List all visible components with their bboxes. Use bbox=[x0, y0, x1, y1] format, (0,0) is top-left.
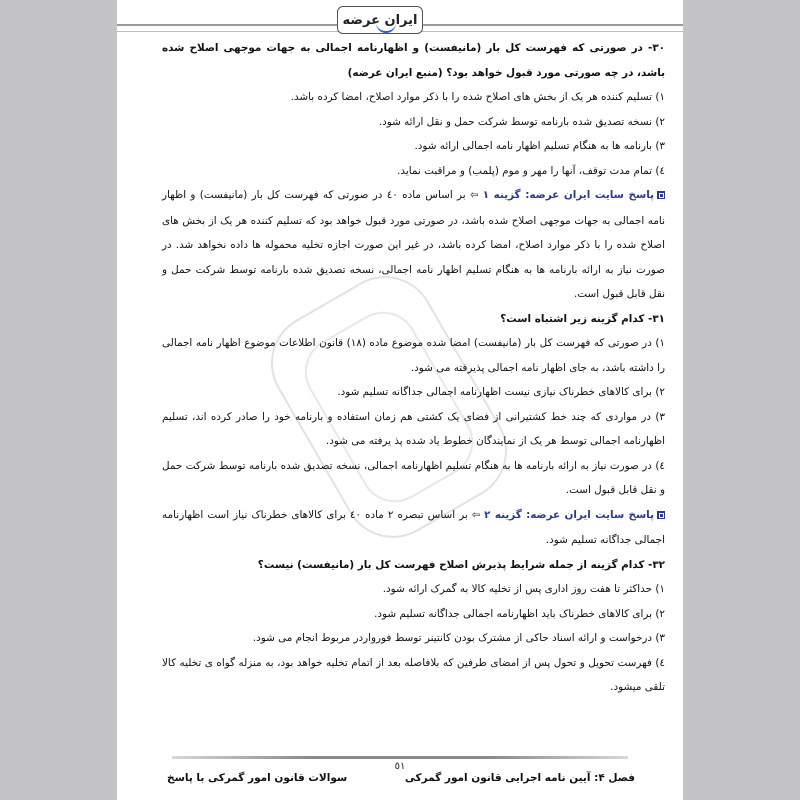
document-page bbox=[117, 0, 683, 800]
option: ۱) تسلیم کننده هر یک از بخش های اصلاح شده را با ذکر موارد اصلاح، امضا کرده باشد. bbox=[290, 91, 665, 103]
question-title: ۳۱- کدام گزینه زیر اشتباه است؟ bbox=[500, 312, 665, 325]
option: ۲) برای کالاهای خطرناک باید اظهارنامه اجمالی جداگانه تسلیم شود. bbox=[374, 607, 665, 620]
question-title: ۳۰- در صورتی که فهرست کل بار (مانیفست) و اظهارنامه اجمالی به جهات موجهی اصلاح شده باشد، در چه صورتی مورد قبول خواهد بود؟ (منبع ایران عرضه) bbox=[162, 42, 665, 79]
arrow-left-icon: ⇦ bbox=[469, 190, 479, 201]
arrow-left-icon: ⇦ bbox=[471, 509, 481, 521]
footer-chapter: فصل ۴: آیین نامه اجرایی قانون امور گمرکی bbox=[404, 772, 635, 784]
answer bbox=[162, 183, 665, 307]
answer-text: بر اساس ماده ٤٠ در صورتی که فهرست کل بار (مانیفست) و اظهار نامه اجمالی به جهات موجهی اصلاح شده باشد، در صورتی مورد قبول خواهد بود که تسلیم کننده هر یک از بخش های اصلاح شده را با ذکر موارد اصلاح، امضا کرده باشد، در غیر این صورت اجازه تخلیه محموله ها داده نخواهد شد. در صورت نیاز به ارائه بارنامه ها به هنگام تسلیم اظهار نامه اجمالی، نسخه تصدیق شده بارنامه توسط شرکت حمل و نقل قابل قبول است. bbox=[162, 189, 665, 300]
option: ٤) فهرست تحویل و تحول پس از امضای طرفین که بلافاصله بعد از اتمام تخلیه خواهد بود، به منزله گواه ی تخلیه کالا تلقی میشود. bbox=[162, 656, 665, 693]
option: ۳) بارنامه ها به هنگام تسلیم اظهار نامه اجمالی ارائه شود. bbox=[414, 140, 665, 152]
footer-rule bbox=[172, 756, 628, 759]
logo-text: ایران عرضه bbox=[342, 12, 418, 28]
option: ۳) در مواردی که چند خط کشتیرانی از فضای یک کشتی هم زمان استفاده و بارنامه خود را صادر کرده اند، تسلیم اظهارنامه اجمالی توسط هر یک از نمایندگان خطوط یاد شده پذ یرفته می شود. bbox=[162, 410, 665, 447]
option: ٤) در صورت نیاز به ارائه بارنامه ها به هنگام تسلیم اظهارنامه اجمالی، نسخه تصدیق شده بارنامه توسط شرکت حمل و نقل قابل قبول است. bbox=[162, 459, 665, 496]
answer-label: پاسخ سایت ایران عرضه: گزینه ۱ bbox=[482, 189, 655, 201]
option: ۱) در صورتی که فهرست کل بار (مانیفست) امضا شده موضوع ماده (۱۸) قانون اطلاعات موضوع اظهار نامه اجمالی را داشته باشد، به جای اظهار نامه اجمالی پذیرفته می شود. bbox=[162, 337, 665, 374]
question-title: ۳۲- کدام گزینه از جمله شرایط پذیرش اصلاح فهرست کل بار (مانیفست) نیست؟ bbox=[257, 558, 665, 571]
logo bbox=[337, 6, 423, 34]
answer bbox=[162, 503, 665, 553]
option: ٤) تمام مدت توقف، آنها را مهر و موم (پلمب) و مراقبت نماید. bbox=[397, 164, 665, 177]
checkbox-icon bbox=[657, 191, 665, 199]
footer-book-title: سوالات قانون امور گمرکی با پاسخ bbox=[167, 772, 348, 784]
page-number: ٥١ bbox=[394, 761, 406, 772]
option: ۱) حداکثر تا هفت روز اداری پس از تخلیه کالا به گمرک ارائه شود. bbox=[382, 583, 665, 595]
option: ۲) نسخه تصدیق شده بارنامه توسط شرکت حمل و نقل ارائه شود. bbox=[378, 115, 665, 128]
content bbox=[162, 36, 665, 700]
answer-text: بر اساس تبصره ۲ ماده ٤٠ برای کالاهای خطرناک نیاز است اظهارنامه اجمالی جداگانه تسلیم شود. bbox=[162, 508, 665, 546]
answer-label: پاسخ سایت ایران عرضه: گزینه ۲ bbox=[484, 508, 654, 521]
option: ۲) برای کالاهای خطرناک نیازی نیست اظهارنامه اجمالی جداگانه تسلیم شود. bbox=[337, 386, 665, 398]
option: ۳) درخواست و ارائه اسناد حاکی از مشترک بودن کانتینر توسط فورواردر مربوط انجام می شود. bbox=[252, 632, 665, 644]
checkbox-icon bbox=[657, 511, 665, 519]
logo-swoosh-icon bbox=[376, 21, 396, 33]
